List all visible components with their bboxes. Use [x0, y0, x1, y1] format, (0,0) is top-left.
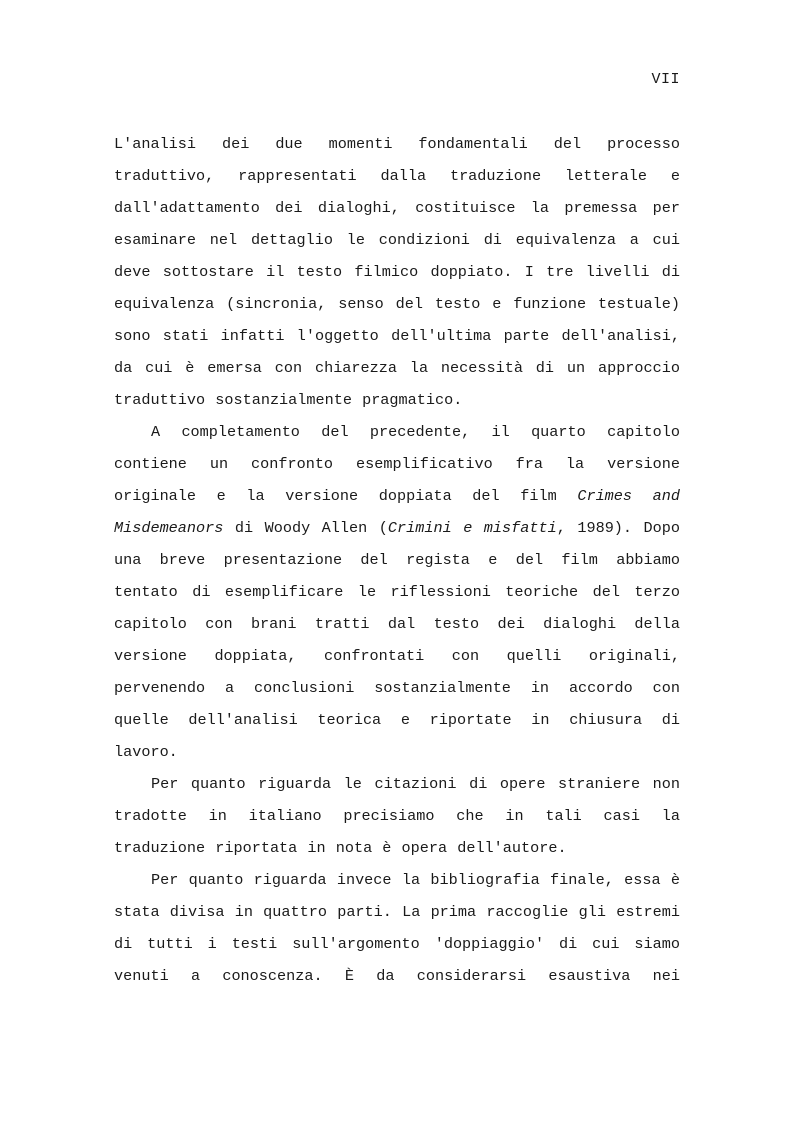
paragraph-chapter-four-text-2: di Woody Allen ( [223, 519, 388, 537]
film-title-original: Crimes and Misdemeanors [114, 487, 680, 537]
paragraph-analysis-summary: L'analisi dei due momenti fondamentali del processo traduttivo, rappresentati dalla traduzione letterale e dall'adattamento dei dialoghi, costituisce la premessa per esaminare nel dettaglio le condizioni di equivalenza a cui deve sottostare il testo filmico doppiato. I tre livelli di equivalenza (sincronia, senso del testo e funzione testuale) sono stati infatti l'oggetto dell'ultima parte dell'analisi, da cui è emersa con chiarezza la necessità di un approccio traduttivo sostanzialmente pragmatico. [114, 135, 680, 409]
body-text [114, 128, 680, 992]
page-number: VII [651, 71, 680, 88]
paragraph-chapter-four-text-1: A completamento del precedente, il quarto capitolo contiene un confronto esemplificativo fra la versione originale e la versione doppiata del film [114, 423, 680, 505]
paragraph-bibliography: Per quanto riguarda invece la bibliografia finale, essa è stata divisa in quattro parti. La prima raccoglie gli estremi di tutti i testi sull'argomento 'doppiaggio' di cui siamo venuti a conoscenza. È da considerarsi esaustiva nei [114, 871, 680, 985]
paragraph-chapter-four-text-3: , 1989). Dopo una breve presentazione del regista e del film abbiamo tentato di esemplificare le riflessioni teoriche del terzo capitolo con brani tratti dal testo dei dialoghi della versione doppiata, confrontati con quelli originali, pervenendo a conclusioni sostanzialmente in accordo con quelle dell'analisi teorica e riportate in chiusura di lavoro. [114, 519, 680, 761]
paragraph-citations: Per quanto riguarda le citazioni di opere straniere non tradotte in italiano precisiamo che in tali casi la traduzione riportata in nota è opera dell'autore. [114, 775, 680, 857]
film-title-italian: Crimini e misfatti [387, 519, 557, 537]
paragraph-chapter-four [114, 416, 680, 768]
